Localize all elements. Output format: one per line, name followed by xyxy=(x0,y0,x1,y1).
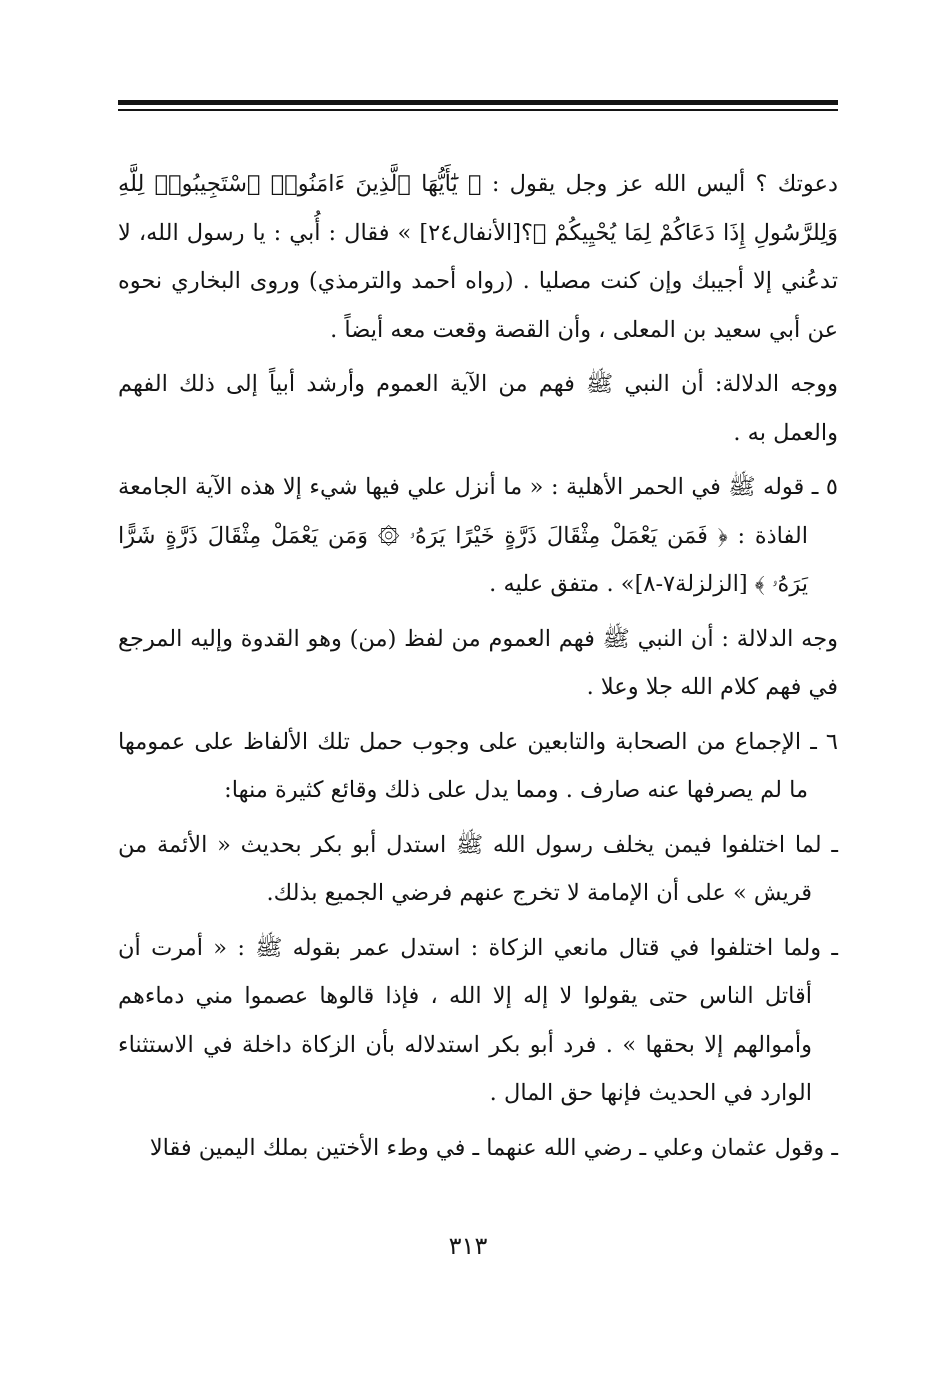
paragraph-8: ـ وقول عثمان وعلي ـ رضي الله عنهما ـ في وطء الأختين بملك اليمين فقالا xyxy=(149,1134,838,1161)
paragraph-1: دعوتك ؟ أليس الله عز وجل يقول : ﴿ يَٰٓأَيُّهَا ٱلَّذِينَ ءَامَنُوا۟ ٱسْتَجِيبُوا۟ لِلَّهِ وَلِلرَّسُولِ إِذَا دَعَاكُمْ لِمَا يُحْيِيكُمْ ﴾؟[الأنفال٢٤] » فقال : أُبي : يا رسول الله، لا تدعُني إلا أجيبك وإن كنت مصليا . (رواه أحمد والترمذي) وروى البخاري نحوه عن أبي سعيد بن المعلى ، وأن القصة وقعت معه أيضاً . xyxy=(118,171,838,343)
paragraph-7: ـ ولما اختلفوا في قتال مانعي الزكاة : استدل عمر بقوله ﷺ : « أمرت أن أقاتل الناس حتى يقولوا لا إله إلا الله ، فإذا قالوها عصموا مني دماءهم وأموالهم إلا بحقها » . فرد أبو بكر استدلاله بأن الزكاة داخلة في الاستثناء الوارد في الحديث فإنها حق المال . xyxy=(118,934,838,1106)
page-number: ٣١٣ xyxy=(448,1232,488,1260)
paragraph-5: ٦ ـ الإجماع من الصحابة والتابعين على وجوب حمل تلك الألفاظ على عمومها ما لم يصرفها عنه صارف . ومما يدل على ذلك وقائع كثيرة منها: xyxy=(118,728,838,803)
paragraph-3: ٥ ـ قوله ﷺ في الحمر الأهلية : « ما أنزل علي فيها شيء إلا هذه الآية الجامعة الفاذة : ﴿ فَمَن يَعْمَلْ مِثْقَالَ ذَرَّةٍ خَيْرًا يَرَهُۥ ۞ وَمَن يَعْمَلْ مِثْقَالَ ذَرَّةٍ شَرًّا يَرَهُۥ ﴾ [الزلزلة٧-٨]» . متفق عليه . xyxy=(118,474,838,597)
paragraph-6: ـ لما اختلفوا فيمن يخلف رسول الله ﷺ استدل أبو بكر بحديث « الأئمة من قريش » على أن الإمامة لا تخرج عنهم فرضي الجميع بذلك. xyxy=(118,831,838,906)
paragraph-2: ووجه الدلالة: أن النبي ﷺ فهم من الآية العموم وأرشد أبياً إلى ذلك الفهم والعمل به . xyxy=(118,371,838,446)
header-rule-thick xyxy=(118,100,838,105)
body-text xyxy=(118,160,838,1178)
paragraph-4: وجه الدلالة : أن النبي ﷺ فهم العموم من لفظ (من) وهو القدوة وإليه المرجع في فهم كلام الله جلا وعلا . xyxy=(118,625,838,700)
header-rule-thin xyxy=(118,109,838,111)
